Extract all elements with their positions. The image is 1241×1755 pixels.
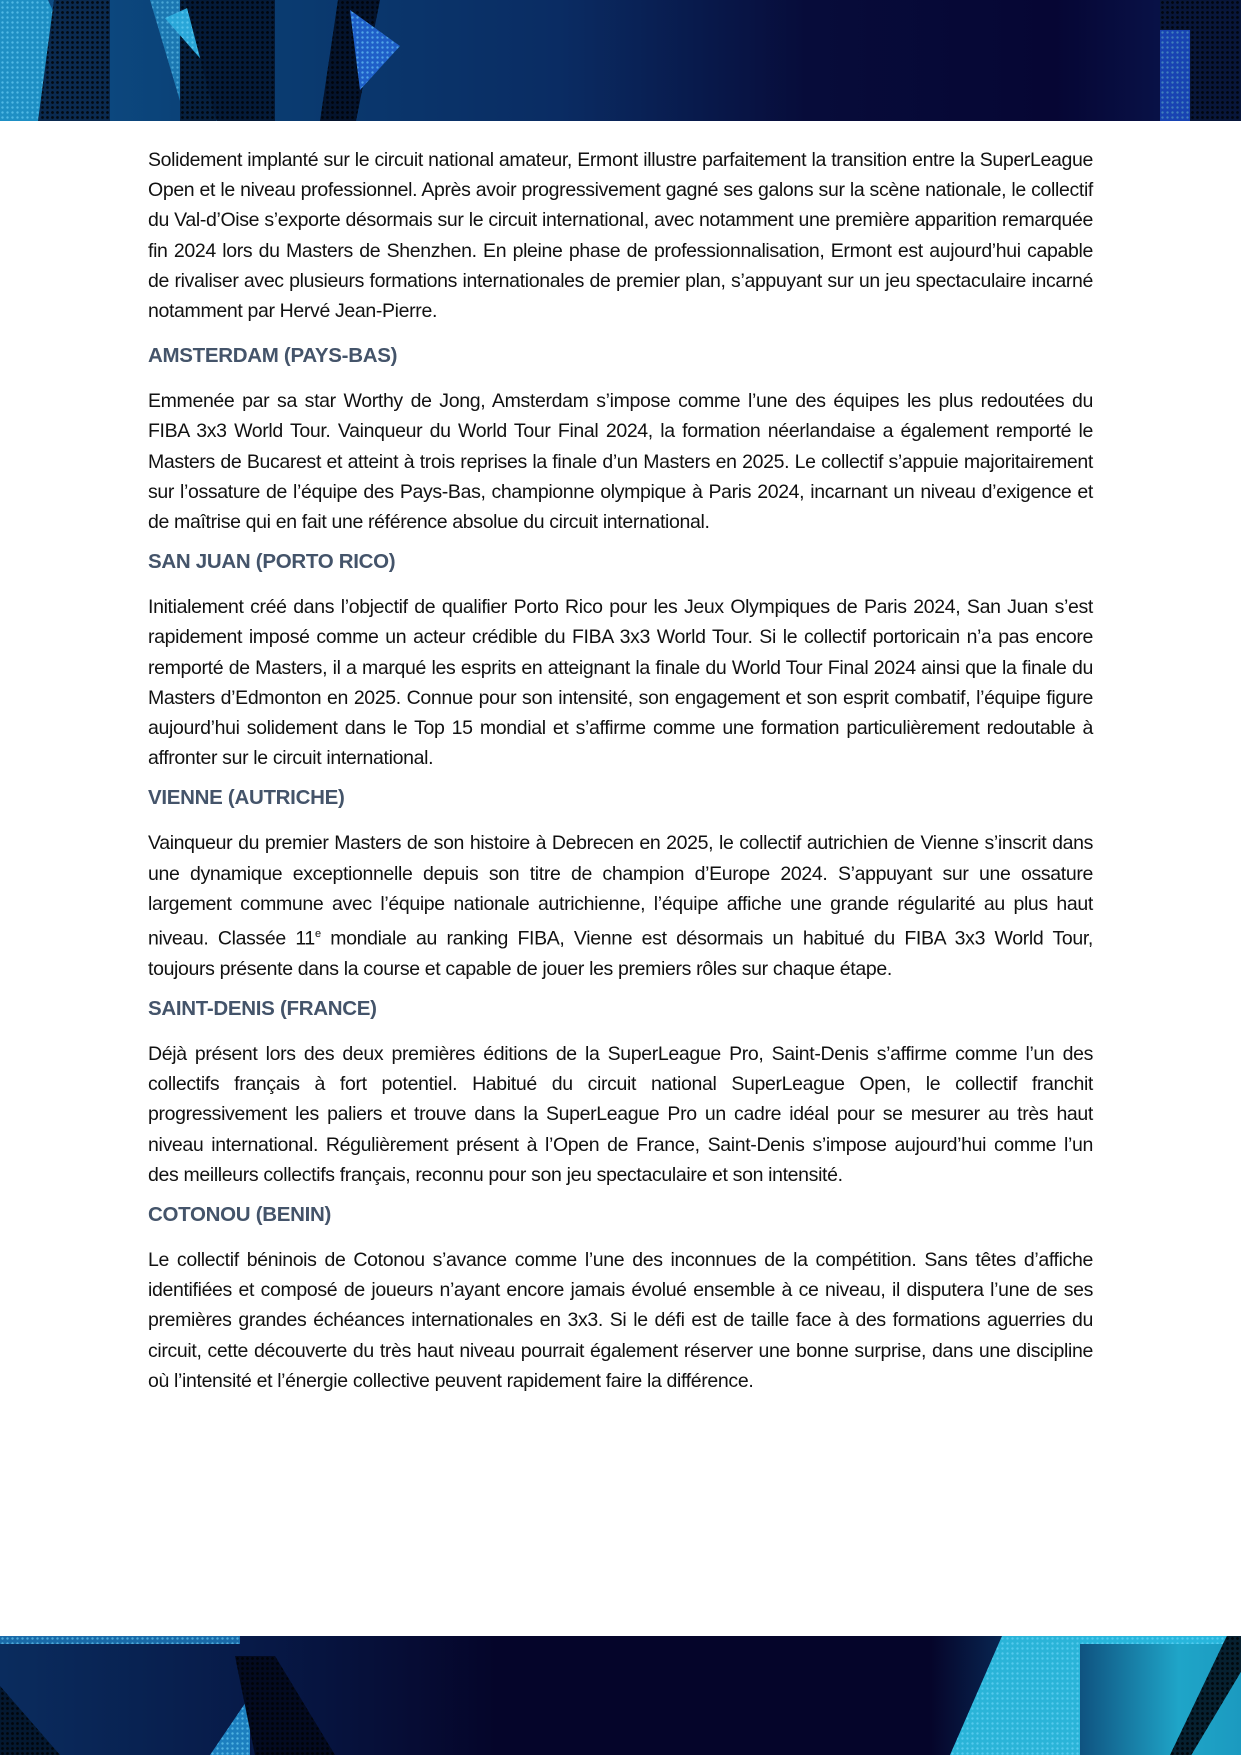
- document-body: [148, 145, 1093, 1396]
- team-section-cotonou: [148, 1203, 1093, 1396]
- section-heading: VIENNE (AUTRICHE): [148, 786, 345, 810]
- footer-banner: [0, 1636, 1241, 1755]
- team-section-vienne: [148, 786, 1093, 984]
- section-paragraph: Déjà présent lors des deux premières éditions de la SuperLeague Pro, Saint-Denis s’affirme comme l’un des collectifs français à fort potentiel. Habitué du circuit national SuperLeague Open, le collectif franchit progressivement les paliers et trouve dans la SuperLeague Pro un cadre idéal pour se mesurer au très haut niveau international. Régulièrement présent à l’Open de France, Saint-Denis s’impose aujourd’hui comme l’un des meilleurs collectifs français, reconnu pour son jeu spectaculaire et son intensité.: [148, 1042, 1093, 1186]
- banner-shape: [950, 1636, 1080, 1755]
- team-section-san-juan: [148, 550, 1093, 773]
- team-section-amsterdam: [148, 344, 1093, 537]
- banner-shape: [0, 1686, 60, 1755]
- banner-shape: [210, 1696, 250, 1755]
- banner-shape: [235, 1656, 335, 1755]
- section-heading: AMSTERDAM (PAYS-BAS): [148, 344, 398, 368]
- paragraph-text: Vainqueur du premier Masters de son histoire à Debrecen en 2025, le collectif autrichien de Vienne s’inscrit dans une dynamique exceptionnelle depuis son titre de champion d’Europe 2024. S’appuyant sur une ossature largement commune avec l’équipe nationale autrichienne, l’équipe affiche une grande régularité au plus haut niveau. Classée 11: [148, 832, 1093, 950]
- paragraph-text: mondiale au ranking FIBA, Vienne est désormais un habitué du FIBA 3x3 World Tour, toujours présente dans la course et capable de jouer les premiers rôles sur chaque étape.: [148, 927, 1094, 980]
- section-heading: SAINT-DENIS (FRANCE): [148, 996, 377, 1020]
- section-paragraph: [148, 828, 1093, 984]
- banner-shape: [0, 1636, 240, 1644]
- section-heading: COTONOU (BENIN): [148, 1202, 332, 1226]
- banner-shape: [1160, 30, 1190, 121]
- section-heading: SAN JUAN (PORTO RICO): [148, 550, 396, 574]
- team-section-saint-denis: [148, 997, 1093, 1190]
- section-paragraph: Le collectif béninois de Cotonou s’avance comme l’une des inconnues de la compétition. Sans têtes d’affiche identifiées et composé de joueurs n’ayant encore jamais évolué ensemble à ce niveau, il disputera l’une de ses premières grandes échéances internationales en 3x3. Si le défi est de taille face à des formations aguerries du circuit, cette découverte du très haut niveau pourrait également réserver une bonne surprise, dans une discipline où l’intensité et l’énergie collective peuvent rapidement faire la différence.: [148, 1248, 1093, 1392]
- intro-paragraph: Solidement implanté sur le circuit national amateur, Ermont illustre parfaitement la transition entre la SuperLeague Open et le niveau professionnel. Après avoir progressivement gagné ses galons sur la scène nationale, le collectif du Val-d’Oise s’exporte désormais sur le circuit international, avec notamment une première apparition remarquée fin 2024 lors du Masters de Shenzhen. En pleine phase de professionnalisation, Ermont est aujourd’hui capable de rivaliser avec plusieurs formations internationales de premier plan, s’appuyant sur un jeu spectaculaire incarné notamment par Hervé Jean-Pierre.: [148, 149, 1093, 323]
- banner-shape: [1080, 1636, 1241, 1644]
- section-paragraph: Emmenée par sa star Worthy de Jong, Amsterdam s’impose comme l’une des équipes les plus redoutées du FIBA 3x3 World Tour. Vainqueur du World Tour Final 2024, la formation néerlandaise a également remporté le Masters de Bucarest et atteint à trois reprises la finale d’un Masters en 2025. Le collectif s’appuie majoritairement sur l’ossature de l’équipe des Pays-Bas, championne olympique à Paris 2024, incarnant un niveau d’exigence et de maîtrise qui en fait une référence absolue du circuit international.: [148, 390, 1093, 534]
- ordinal-superscript: e: [314, 928, 321, 941]
- header-banner: [0, 0, 1241, 121]
- banner-shape: [1170, 1636, 1241, 1755]
- section-paragraph: Initialement créé dans l’objectif de qualifier Porto Rico pour les Jeux Olympiques de Paris 2024, San Juan s’est rapidement imposé comme un acteur crédible du FIBA 3x3 World Tour. Si le collectif portoricain n’a pas encore remporté de Masters, il a marqué les esprits en atteignant la finale du World Tour Final 2024 ainsi que la finale du Masters d’Edmonton en 2025. Connue pour son intensité, son engagement et son esprit combatif, l’équipe figure aujourd’hui solidement dans le Top 15 mondial et s’affirme comme une formation particulièrement redoutable à affronter sur le circuit international.: [148, 596, 1093, 770]
